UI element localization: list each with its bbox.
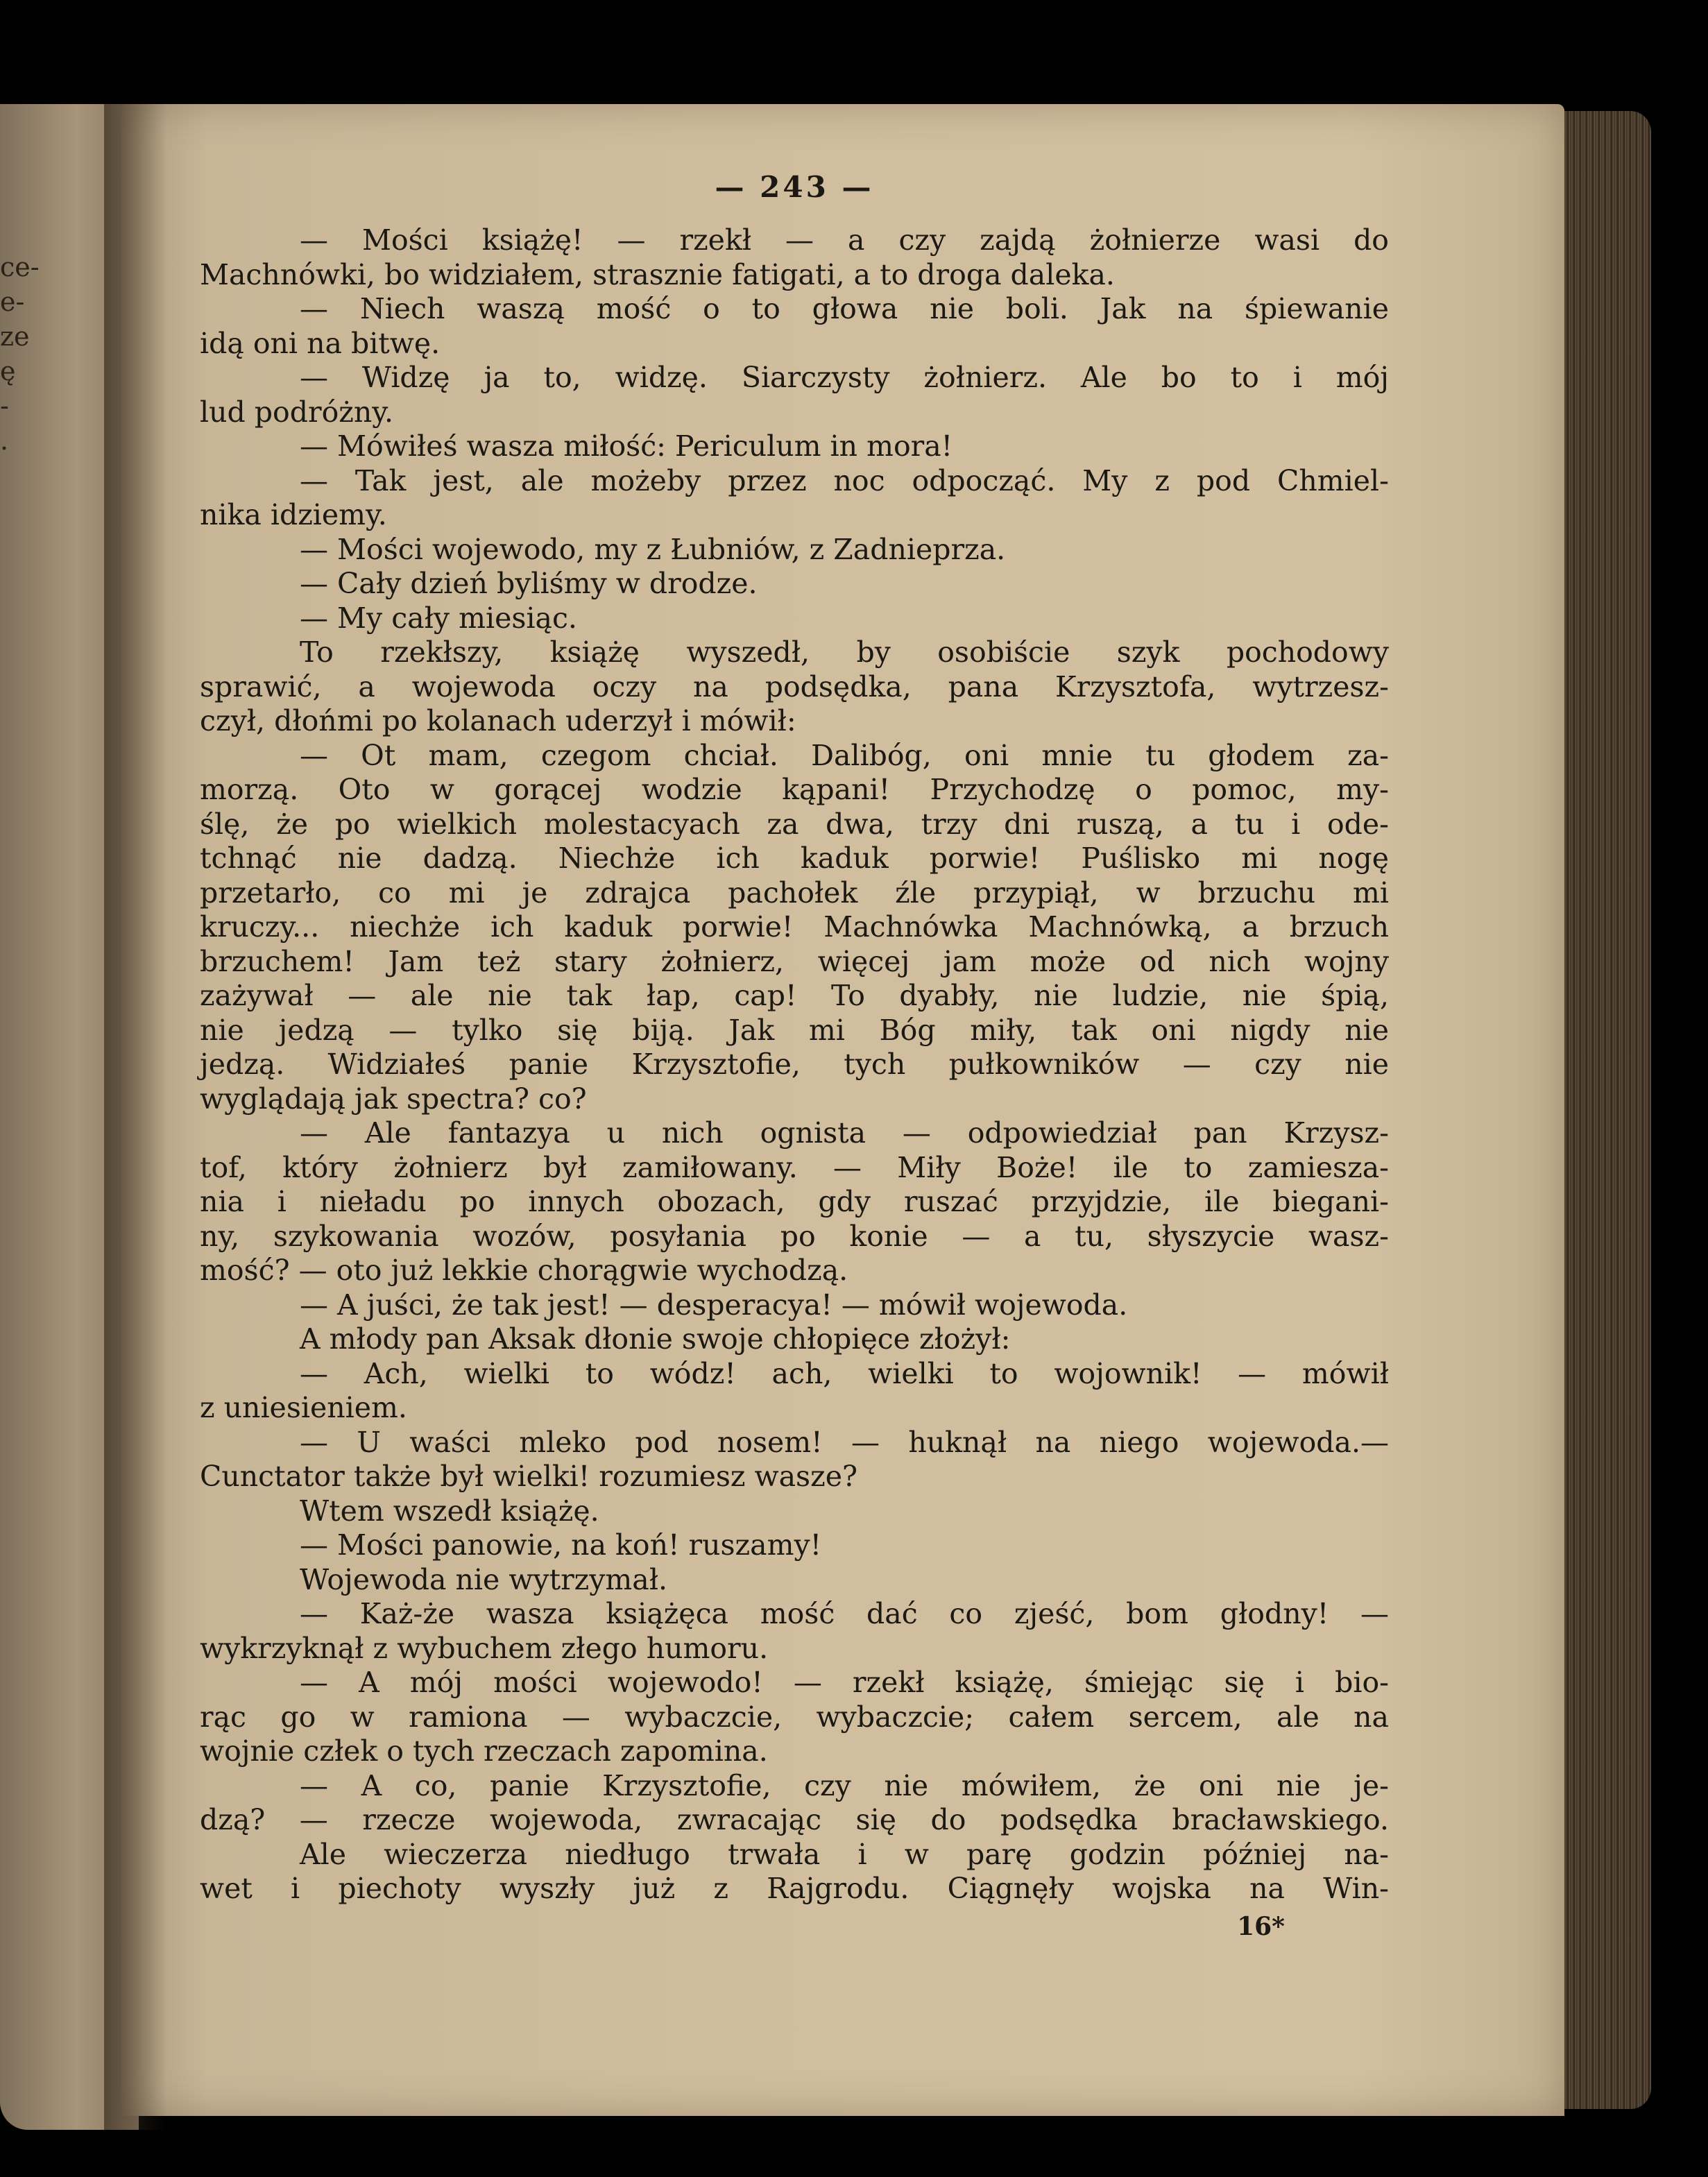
text-line: z uniesieniem. [200,1391,407,1424]
text-line: — Ach, wielki to wódz! ach, wielki to wojownik! — mówił [300,1356,1389,1390]
fragment: - [0,391,9,421]
text-line: Machnówki, bo widziałem, strasznie fatigati, a to droga daleka. [200,257,1115,291]
text-line: — Widzę ja to, widzę. Siarczysty żołnierz. Ale bo to i mój [300,361,1389,394]
text-line: brzuchem! Jam też stary żołnierz, więcej jam może od nich wojny [200,944,1389,978]
text-line: przetarło, co mi je zdrajca pachołek źle przypiął, w brzuchu mi [200,876,1389,910]
text-line: — A juści, że tak jest! — desperacya! — mówił wojewoda. [300,1288,1128,1322]
text-line: Cunctator także był wielki! rozumiesz wasze? [200,1460,857,1493]
text-line: jedzą. Widziałeś panie Krzysztofie, tych pułkowników — czy nie [200,1048,1389,1081]
text-line: nia i nieładu po innych obozach, gdy ruszać przyjdzie, ile biegani- [200,1185,1389,1218]
text-line: lud podróżny. [200,395,394,429]
text-line: — U waści mleko pod nosem! — huknął na niego wojewoda.— [300,1425,1389,1459]
text-line: Wojewoda nie wytrzymał. [300,1562,668,1596]
text-line: wykrzyknął z wybuchem złego humoru. [200,1631,769,1665]
text-line: wojnie człek o tych rzeczach zapomina. [200,1734,768,1768]
text-line: kruczy... niechże ich kaduk porwie! Machnówka Machnówką, a brzuch [200,910,1389,944]
text-line: A młody pan Aksak dłonie swoje chłopięce złożył: [300,1322,1011,1356]
text-line: mość? — oto już lekkie chorągwie wychodzą. [200,1254,848,1287]
text-line: ślę, że po wielkich molestacyach za dwa, trzy dni ruszą, a tu i ode- [200,807,1389,841]
text-line: wet i piechoty wyszły już z Rajgrodu. Ciągnęły wojska na Win- [200,1872,1389,1905]
text-line: idą oni na bitwę. [200,326,441,360]
fragment: ę [0,356,16,386]
text-line: — Ale fantazya u nich ognista — odpowiedział pan Krzysz- [300,1116,1389,1150]
text-line: dzą? — rzecze wojewoda, zwracając się do podsędka bracławskiego. [200,1803,1389,1836]
text-line: nie jedzą — tylko się biją. Jak mi Bóg miły, tak oni nigdy nie [200,1013,1389,1047]
fragment: e- [0,287,25,317]
text-line: — Tak jest, ale możeby przez noc odpocząć. My z pod Chmiel- [300,463,1389,497]
fragment: . [0,425,9,456]
text-line: To rzekłszy, książę wyszedł, by osobiście szyk pochodowy [300,635,1389,669]
text-line: czył, dłońmi po kolanach uderzył i mówił: [200,704,796,737]
fragment: ce- [0,252,40,282]
text-line: sprawić, a wojewoda oczy na podsędka, pana Krzysztofa, wytrzesz- [200,669,1389,703]
page-text [200,167,1389,1944]
fragment: ze [0,321,30,352]
text-line: — Ot mam, czegom chciał. Dalibóg, oni mnie tu głodem za- [300,738,1389,772]
text-line: tchnąć nie dadzą. Niechże ich kaduk porwie! Puślisko mi nogę [200,842,1389,875]
text-line: — Każ-że wasza książęca mość dać co zjeść, bom głodny! — [300,1597,1389,1630]
text-line: wyglądają jak spectra? co? [200,1082,587,1116]
text-line: morzą. Oto w gorącej wodzie kąpani! Przychodzę o pomoc, my- [200,773,1389,806]
text-line: — Mówiłeś wasza miłość: Periculum in mora! [300,429,953,463]
text-line: — Niech waszą mość o to głowa nie boli. Jak na śpiewanie [300,292,1389,325]
facing-page-text-fragments [0,250,40,458]
page-number: — 243 — [715,170,874,204]
text-line: — A co, panie Krzysztofie, czy nie mówiłem, że oni nie je- [300,1768,1389,1802]
text-line: zażywał — ale nie tak łap, cap! To dyabły, nie ludzie, nie śpią, [200,979,1389,1012]
text-line: — Mości wojewodo, my z Łubniów, z Zadnieprza. [300,532,1006,566]
text-line: — My cały miesiąc. [300,601,577,635]
text-line: — Cały dzień byliśmy w drodze. [300,567,758,600]
text-line: ny, szykowania wozów, posyłania po konie — a tu, słyszycie wasz- [200,1219,1389,1253]
text-line: tof, który żołnierz był zamiłowany. — Miły Boże! ile to zamiesza- [200,1150,1389,1184]
text-line: nika idziemy. [200,498,387,531]
text-line: — Mości panowie, na koń! ruszamy! [300,1528,822,1562]
text-line: Ale wieczerza niedługo trwała i w parę godzin później na- [300,1837,1389,1871]
text-line: — Mości książę! — rzekł — a czy zajdą żołnierze wasi do [300,223,1389,257]
signature-mark: 16* [1237,1911,1285,1941]
spine-shadow [104,104,166,2130]
text-line: Wtem wszedł książę. [300,1494,599,1528]
text-line: rąc go w ramiona — wybaczcie, wybaczcie; całem sercem, ale na [200,1700,1389,1734]
text-line: — A mój mości wojewodo! — rzekł książę, śmiejąc się i bio- [300,1666,1389,1699]
